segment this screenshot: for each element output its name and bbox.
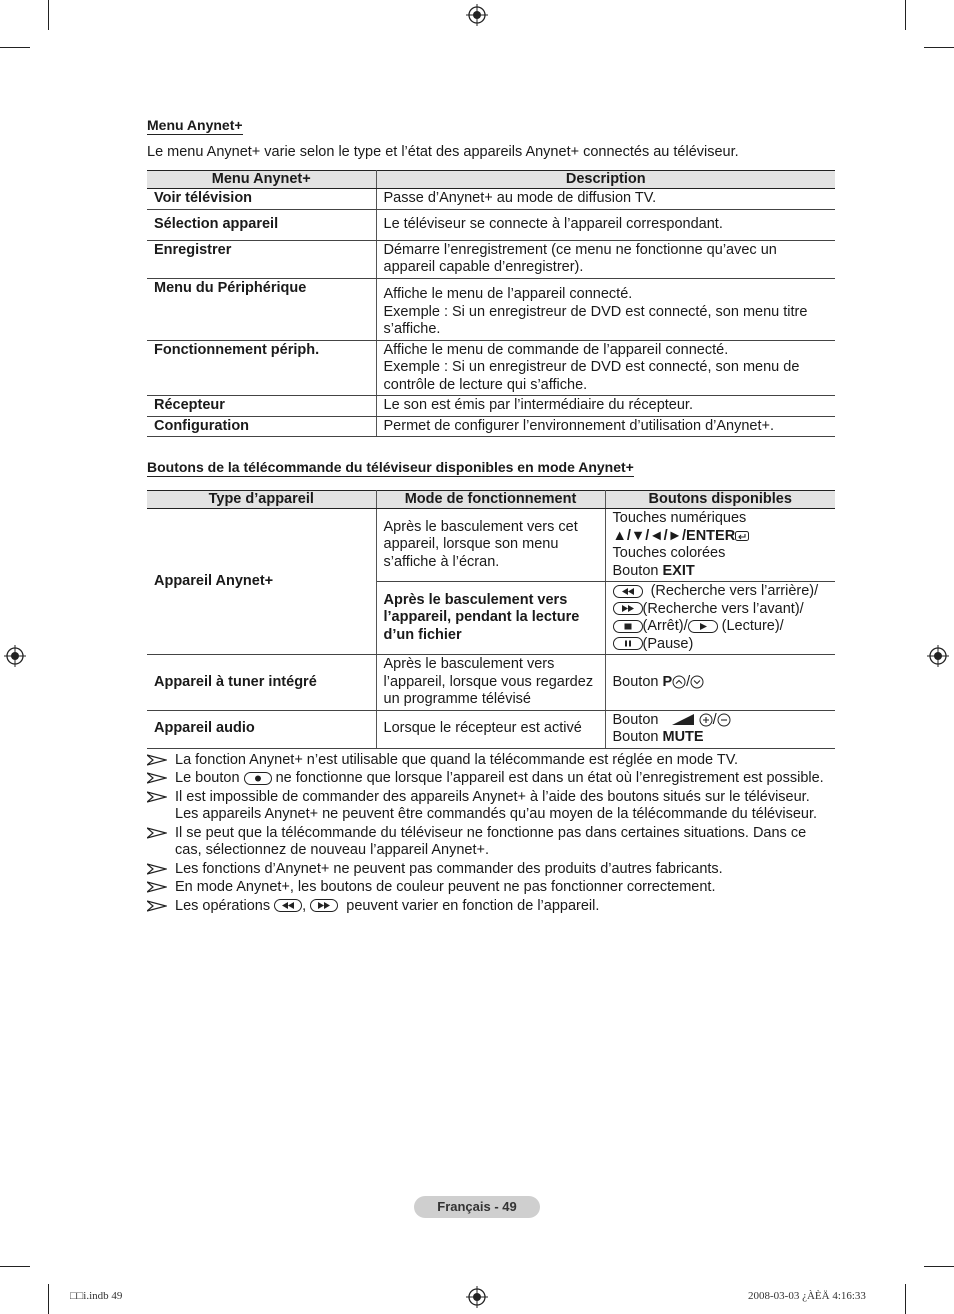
menu-cell: Configuration xyxy=(147,416,376,437)
buttons-line xyxy=(613,528,829,546)
description-line: Affiche le menu de commande de l’appareil connecté. xyxy=(383,341,729,358)
channel-down-icon xyxy=(690,675,704,689)
description-cell: Passe d’Anynet+ au mode de diffusion TV. xyxy=(376,189,835,210)
rewind-icon xyxy=(274,899,302,912)
section-title-remote-buttons: Boutons de la télécommande du téléviseur disponibles en mode Anynet+ xyxy=(147,459,634,475)
description-cell: Le téléviseur se connecte à l’appareil correspondant. xyxy=(376,209,835,240)
table-row xyxy=(147,396,835,417)
note-item xyxy=(147,879,835,897)
column-header: Type d’appareil xyxy=(147,491,376,509)
note-text: Le bouton xyxy=(175,770,240,786)
note-arrow-icon xyxy=(147,791,167,803)
table-row xyxy=(147,189,835,210)
pause-icon xyxy=(613,637,643,650)
table-header-row xyxy=(147,491,835,509)
buttons-line xyxy=(613,583,829,601)
note-text: Les opérations xyxy=(175,897,271,914)
buttons-line xyxy=(613,563,829,581)
stop-icon xyxy=(613,620,643,633)
mode-cell: Après le basculement vers l’appareil, pendant la lecture d’un fichier xyxy=(376,582,605,655)
anynet-menu-table xyxy=(147,170,835,437)
table-row xyxy=(147,278,835,340)
table-row xyxy=(147,416,835,437)
description-cell xyxy=(376,278,835,340)
column-header: Menu Anynet+ xyxy=(147,171,376,189)
exit-label: EXIT xyxy=(662,562,695,579)
buttons-line xyxy=(613,601,829,619)
remote-buttons-table xyxy=(147,490,835,749)
note-text: En mode Anynet+, les boutons de couleur peuvent ne pas fonctionner correctement. xyxy=(175,879,716,895)
channel-button-label: P xyxy=(662,673,673,690)
note-text: Les fonctions d’Anynet+ ne peuvent pas commander des produits d’autres fabricants. xyxy=(175,860,723,877)
buttons-line xyxy=(613,729,829,747)
note-item xyxy=(147,770,835,788)
mode-cell: Lorsque le récepteur est activé xyxy=(376,710,605,748)
menu-cell: Récepteur xyxy=(147,396,376,417)
buttons-line: Touches numériques xyxy=(612,510,747,526)
note-item xyxy=(147,825,835,860)
menu-cell: Fonctionnement périph. xyxy=(147,340,376,396)
fast-forward-icon xyxy=(613,602,643,615)
registration-mark-icon xyxy=(927,645,949,667)
volume-icon xyxy=(671,713,695,726)
rewind-icon xyxy=(613,585,643,598)
button-prefix: Bouton xyxy=(612,711,659,728)
table-row xyxy=(147,340,835,396)
notes-list xyxy=(147,752,835,916)
buttons-cell xyxy=(605,710,835,748)
column-header: Mode de fonctionnement xyxy=(376,491,605,509)
section-intro: Le menu Anynet+ varie selon le type et l’état des appareils Anynet+ connectés au téléviseur. xyxy=(147,144,739,160)
menu-cell: Menu du Périphérique xyxy=(147,278,376,340)
table-row xyxy=(147,655,835,711)
channel-up-icon xyxy=(672,675,686,689)
note-item xyxy=(147,752,835,770)
page-content xyxy=(147,117,835,916)
buttons-cell xyxy=(605,582,835,655)
column-header: Description xyxy=(376,171,835,189)
note-arrow-icon xyxy=(147,754,167,766)
buttons-line: Touches colorées xyxy=(612,545,726,561)
button-prefix: Bouton xyxy=(612,729,663,745)
note-text: ne fonctionne que lorsque l’appareil est dans un état où l’enregistrement est possible. xyxy=(275,770,824,786)
crop-mark xyxy=(905,0,906,30)
enter-icon xyxy=(735,530,749,542)
note-text: Il se peut que la télécommande du téléviseur ne fonctionne pas dans certaines situations. Dans ce cas, sélectionnez de nouveau l’appareil Anynet+. xyxy=(175,824,807,858)
mute-label: MUTE xyxy=(662,729,704,745)
print-slug-filename: □□i.indb 49 xyxy=(70,1290,123,1302)
note-text: Il est impossible de commander des appareils Anynet+ à l’aide des boutons situés sur le téléviseur. Les appareils Anynet+ ne peuvent être commandés qu’au moyen de la télécommande du téléviseur. xyxy=(175,788,818,822)
note-item xyxy=(147,861,835,879)
menu-cell: Voir télévision xyxy=(147,189,376,210)
play-icon xyxy=(688,620,718,633)
button-prefix: Bouton xyxy=(612,673,663,690)
crop-mark xyxy=(924,47,954,48)
note-arrow-icon xyxy=(147,900,167,912)
crop-mark xyxy=(924,1266,954,1267)
arrow-keys-label: ▲/▼/◄/►/ xyxy=(612,527,687,544)
mode-cell: Après le basculement vers cet appareil, lorsque son menu s’affiche à l’écran. xyxy=(376,509,605,582)
table-header-row xyxy=(147,171,835,189)
note-text: , xyxy=(302,897,307,914)
column-header: Boutons disponibles xyxy=(605,491,835,509)
mode-cell: Après le basculement vers l’appareil, lorsque vous regardez un programme télévisé xyxy=(376,655,605,711)
buttons-cell: Bouton P / xyxy=(605,655,835,711)
description-cell: Le son est émis par l’intermédiaire du récepteur. xyxy=(376,396,835,417)
table-row xyxy=(147,209,835,240)
section-title-menu-anynet: Menu Anynet+ xyxy=(147,117,243,133)
pause-label: (Pause) xyxy=(642,635,694,652)
volume-up-icon xyxy=(699,713,713,727)
buttons-line xyxy=(613,636,829,654)
page-number-badge: Français - 49 xyxy=(414,1196,540,1218)
description-example: Exemple : Si un enregistreur de DVD est connecté, son menu titre s’affiche. xyxy=(383,303,808,337)
note-item xyxy=(147,898,835,916)
note-item xyxy=(147,789,835,824)
description-example: Exemple : Si un enregistreur de DVD est connecté, son menu de contrôle de lecture qui s’affiche. xyxy=(383,359,800,393)
fast-forward-label: (Recherche vers l’avant)/ xyxy=(642,600,804,617)
button-prefix: Bouton xyxy=(612,562,663,579)
fast-forward-icon xyxy=(310,899,338,912)
note-text: La fonction Anynet+ n’est utilisable que quand la télécommande est réglée en mode TV. xyxy=(175,751,739,768)
buttons-line xyxy=(613,618,829,636)
note-arrow-icon xyxy=(147,881,167,893)
menu-cell: Sélection appareil xyxy=(147,209,376,240)
crop-mark xyxy=(905,1284,906,1314)
crop-mark xyxy=(0,47,30,48)
buttons-cell xyxy=(605,509,835,582)
device-type-cell: Appareil audio xyxy=(147,710,376,748)
stop-label: (Arrêt)/ xyxy=(642,618,688,634)
menu-cell: Enregistrer xyxy=(147,240,376,278)
table-row xyxy=(147,509,835,582)
enter-label: ENTER xyxy=(686,527,736,544)
device-type-cell: Appareil à tuner intégré xyxy=(147,655,376,711)
description-cell: Permet de configurer l’environnement d’utilisation d’Anynet+. xyxy=(376,416,835,437)
play-label: (Lecture)/ xyxy=(721,618,784,634)
registration-mark-icon xyxy=(466,4,488,26)
crop-mark xyxy=(48,1284,49,1314)
table-row xyxy=(147,710,835,748)
volume-down-icon xyxy=(717,713,731,727)
registration-mark-icon xyxy=(4,645,26,667)
crop-mark xyxy=(48,0,49,30)
note-arrow-icon xyxy=(147,772,167,784)
rewind-label: (Recherche vers l’arrière)/ xyxy=(650,583,819,599)
note-text: peuvent varier en fonction de l’appareil. xyxy=(346,897,600,914)
table-row xyxy=(147,240,835,278)
description-line: Affiche le menu de l’appareil connecté. xyxy=(383,286,633,302)
description-cell: Démarre l’enregistrement (ce menu ne fonctionne qu’avec un appareil capable d’enregistrer). xyxy=(376,240,835,278)
crop-mark xyxy=(0,1266,30,1267)
note-arrow-icon xyxy=(147,863,167,875)
description-cell xyxy=(376,340,835,396)
buttons-line: Bouton / xyxy=(613,712,829,730)
note-arrow-icon xyxy=(147,827,167,839)
record-icon xyxy=(244,772,272,785)
device-type-cell: Appareil Anynet+ xyxy=(147,509,376,655)
registration-mark-icon xyxy=(466,1286,488,1308)
print-slug-timestamp: 2008-03-03 ¿ÀÈÄ 4:16:33 xyxy=(748,1290,866,1302)
